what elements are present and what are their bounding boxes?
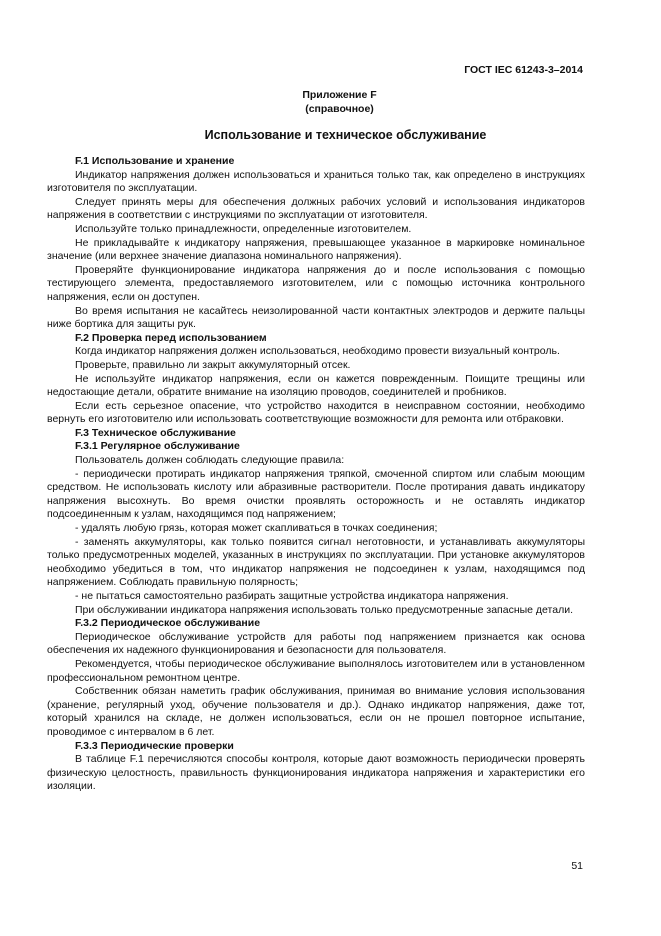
paragraph: - заменять аккумуляторы, как только появится сигнал неготовности, и устанавливать аккумуляторы только предусмотренных моделей, указанных в инструкциях по эксплуатации. При установке аккумуляторов необходимо убедиться в том, что индикатор напряжения не подсоединен к узлам, находящимся под напряжением. Соблюдать правильную полярность; xyxy=(47,535,585,589)
paragraph: При обслуживании индикатора напряжения использовать только предусмотренные запасные детали. xyxy=(75,603,573,616)
paragraph: - не пытаться самостоятельно разбирать защитные устройства индикатора напряжения. xyxy=(75,590,509,602)
paragraph: Проверяйте функционирование индикатора напряжения до и после использования с помощью тестирующего элемента, предоставляемого изготовителем, или с помощью источника контрольного напряжения, если он доступен. xyxy=(47,263,585,303)
paragraph: Не прикладывайте к индикатору напряжения, превышающее указанное в маркировке номинальное значение (или верхнее значение диапазона номинального напряжения). xyxy=(47,236,585,263)
section-heading: F.3.2 Периодическое обслуживание xyxy=(75,617,261,630)
page-number: 51 xyxy=(571,860,583,872)
document-body xyxy=(47,155,585,794)
paragraph: Периодическое обслуживание устройств для работы под напряжением признается как основа обеспечения их надежного функционирования и безопасности для пользователя. xyxy=(47,630,585,657)
paragraph: Используйте только принадлежности, определенные изготовителем. xyxy=(75,222,412,235)
annex-heading xyxy=(0,89,661,116)
paragraph: Когда индикатор напряжения должен использоваться, необходимо провести визуальный контроль. xyxy=(75,345,560,358)
paragraph: - периодически протирать индикатор напряжения тряпкой, смоченной спиртом или слабым моющим средством. Не использовать кислоту или абразивные растворители. После протирания давать индикатору напряжения высохнуть. Во время очистки проявлять осторожность и не оставлять индикатор подсоединенным к узлам, находящимся под напряжением; xyxy=(47,467,585,521)
paragraph: Пользователь должен соблюдать следующие правила: xyxy=(75,454,345,467)
paragraph: - удалять любую грязь, которая может скапливаться в точках соединения; xyxy=(75,522,438,535)
paragraph: Собственник обязан наметить график обслуживания, принимая во внимание условия использования (хранение, регулярный уход, обучение пользователя и др.). Однако индикатор напряжения, даже тот, который хранился на складе, не должен использоваться, если он не прошел повторное испытание, проводимое с интервалом в 6 лет. xyxy=(47,685,585,738)
section-heading: F.3.1 Регулярное обслуживание xyxy=(75,440,240,453)
paragraph: Следует принять меры для обеспечения должных рабочих условий и использования индикаторов напряжения в соответствии с инструкциями по эксплуатации от изготовителя. xyxy=(47,195,585,222)
section-heading: F.3.3 Периодические проверки xyxy=(75,739,234,752)
section-heading: F.2 Проверка перед использованием xyxy=(75,331,267,344)
annex-title: Приложение F xyxy=(302,89,377,101)
standard-code: ГОСТ IEC 61243-3–2014 xyxy=(464,64,583,76)
paragraph: В таблице F.1 перечисляются способы контроля, которые дают возможность периодически проверять физическую целостность, правильность функционирования индикатора напряжения и характеристики его изоляции. xyxy=(47,753,585,793)
paragraph: Рекомендуется, чтобы периодическое обслуживание выполнялось изготовителем или в установленном профессиональном ремонтном центре. xyxy=(47,657,585,684)
paragraph: Индикатор напряжения должен использоваться и храниться только так, как определено в инструкциях изготовителя по эксплуатации. xyxy=(47,168,585,195)
section-heading: F.3 Техническое обслуживание xyxy=(75,426,236,439)
paragraph: Проверьте, правильно ли закрыт аккумуляторный отсек. xyxy=(75,358,351,371)
paragraph: Не используйте индикатор напряжения, если он кажется поврежденным. Поищите трещины или недостающие детали, обратите внимание на изоляцию проводов, соединителей и пробников. xyxy=(47,372,585,399)
paragraph: Во время испытания не касайтесь неизолированной части контактных электродов и держите пальцы ниже бортика для защиты рук. xyxy=(47,304,585,331)
paragraph: Если есть серьезное опасение, что устройство находится в неисправном состоянии, необходимо вернуть его изготовителю или использовать соответствующие возможности для ремонта или отбраковки. xyxy=(47,399,585,426)
section-heading: F.1 Использование и хранение xyxy=(75,155,235,167)
section-title: Использование и техническое обслуживание xyxy=(204,128,487,142)
annex-subtitle: (справочное) xyxy=(305,102,374,115)
